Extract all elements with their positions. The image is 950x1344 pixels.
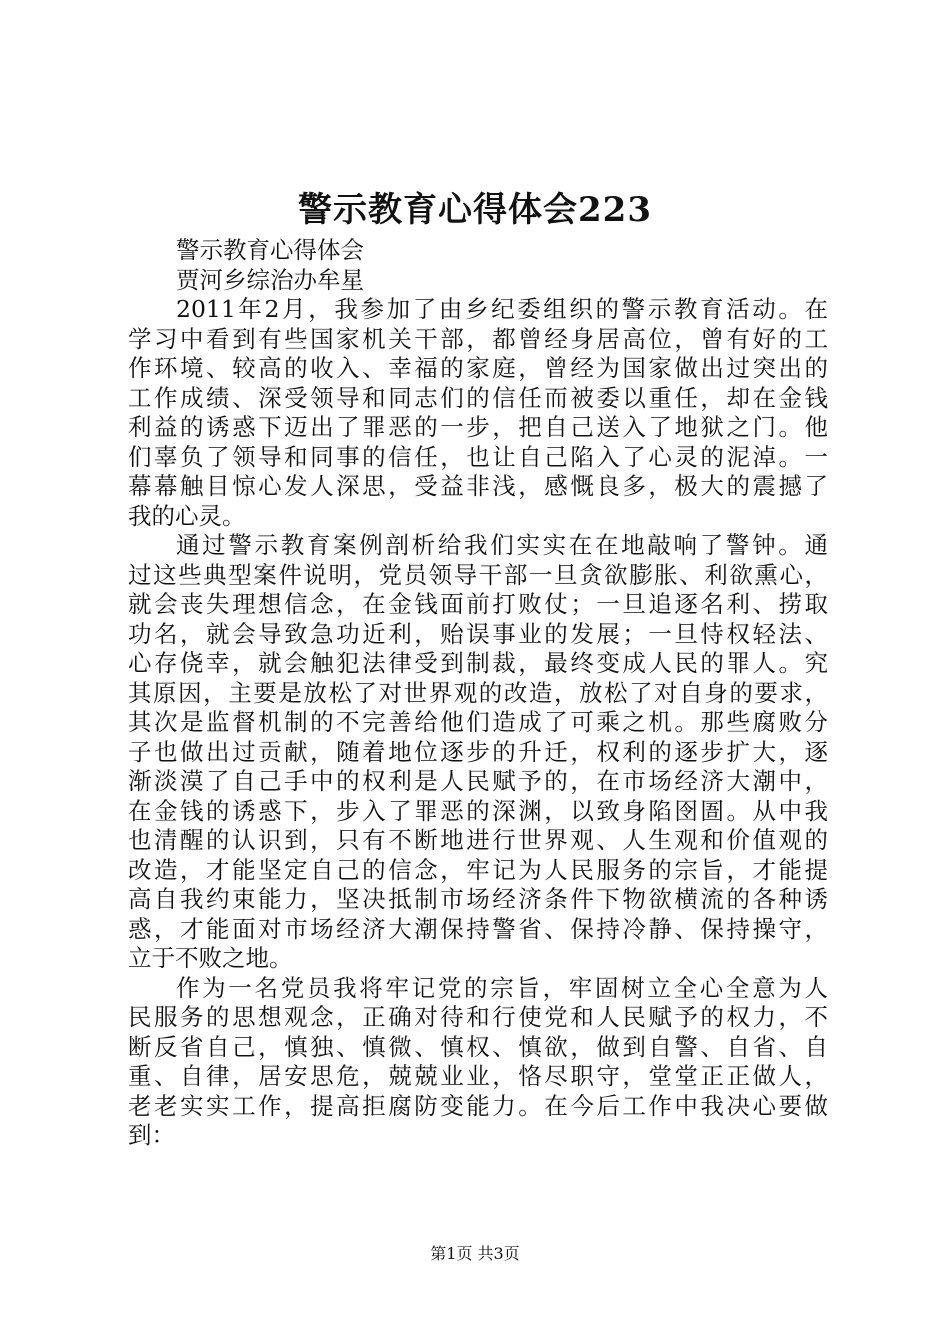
text-line: 功名，就会导致急功近利，贻误事业的发展；一旦恃权轻法、 [128, 619, 828, 648]
text-line: 2011年2月，我参加了由乡纪委组织的警示教育活动。在 [176, 295, 828, 323]
text-line: 工作成绩、深受领导和同志们的信任而被委以重任，却在金钱 [128, 383, 828, 412]
text-line: 立于不败之地。 [128, 944, 293, 972]
text-line: 惑，才能面对市场经济大潮保持警省、保持冷静、保持操守， [128, 914, 828, 943]
text-line: 民服务的思想观念，正确对待和行使党和人民赋予的权力，不 [128, 1003, 828, 1031]
text-line: 警示教育心得体会 [176, 236, 364, 264]
text-line: 过这些典型案件说明，党员领导干部一旦贪欲膨胀、利欲熏心， [128, 560, 828, 589]
text-line: 通过警示教育案例剖析给我们实实在在地敲响了警钟。通 [176, 531, 828, 559]
text-line: 作环境、较高的收入、幸福的家庭，曾经为国家做出过突出的 [128, 354, 828, 382]
page-title: 警示教育心得体会223 [298, 190, 652, 230]
text-line: 也清醒的认识到，只有不断地进行世界观、人生观和价值观的 [128, 826, 828, 854]
text-line: 改造，才能坚定自己的信念，牢记为人民服务的宗旨，才能提 [128, 855, 828, 884]
text-line: 老老实实工作，提高拒腐防变能力。在今后工作中我决心要做 [128, 1091, 828, 1120]
text-line: 幕幕触目惊心发人深思，受益非浅，感慨良多，极大的震撼了 [128, 472, 828, 500]
text-line: 子也做出过贡献，随着地位逐步的升迁，权利的逐步扩大，逐 [128, 737, 828, 766]
text-line: 渐淡漠了自己手中的权利是人民赋予的，在市场经济大潮中， [128, 767, 828, 795]
text-line: 其原因，主要是放松了对世界观的改造，放松了对自身的要求， [128, 678, 828, 707]
text-line: 高自我约束能力，坚决抵制市场经济条件下物欲横流的各种诱 [128, 885, 828, 913]
text-line: 在金钱的诱惑下，步入了罪恶的深渊，以致身陷囹圄。从中我 [128, 796, 828, 825]
text-line: 其次是监督机制的不完善给他们造成了可乘之机。那些腐败分 [128, 708, 828, 736]
text-line: 心存侥幸，就会触犯法律受到制裁，最终变成人民的罪人。究 [128, 649, 828, 677]
text-line: 我的心灵。 [128, 501, 246, 530]
page-footer: 第1页 共3页 [430, 1244, 520, 1263]
text-line: 就会丧失理想信念，在金钱面前打败仗；一旦追逐名利、捞取 [128, 590, 828, 618]
text-line: 重、自律，居安思危，兢兢业业，恪尽职守，堂堂正正做人， [128, 1062, 828, 1090]
text-line: 作为一名党员我将牢记党的宗旨，牢固树立全心全意为人 [176, 973, 828, 1002]
text-line: 贾河乡综治办牟星 [176, 265, 364, 294]
text-line: 断反省自己，慎独、慎微、慎权、慎欲，做到自警、自省、自 [128, 1032, 828, 1061]
text-line: 到： [128, 1121, 175, 1149]
text-line: 利益的诱惑下迈出了罪恶的一步，把自己送入了地狱之门。他 [128, 413, 828, 441]
document-body [128, 236, 828, 1151]
text-line: 学习中看到有些国家机关干部，都曾经身居高位，曾有好的工 [128, 324, 828, 353]
text-line: 们辜负了领导和同事的信任，也让自己陷入了心灵的泥淖。一 [128, 442, 828, 471]
